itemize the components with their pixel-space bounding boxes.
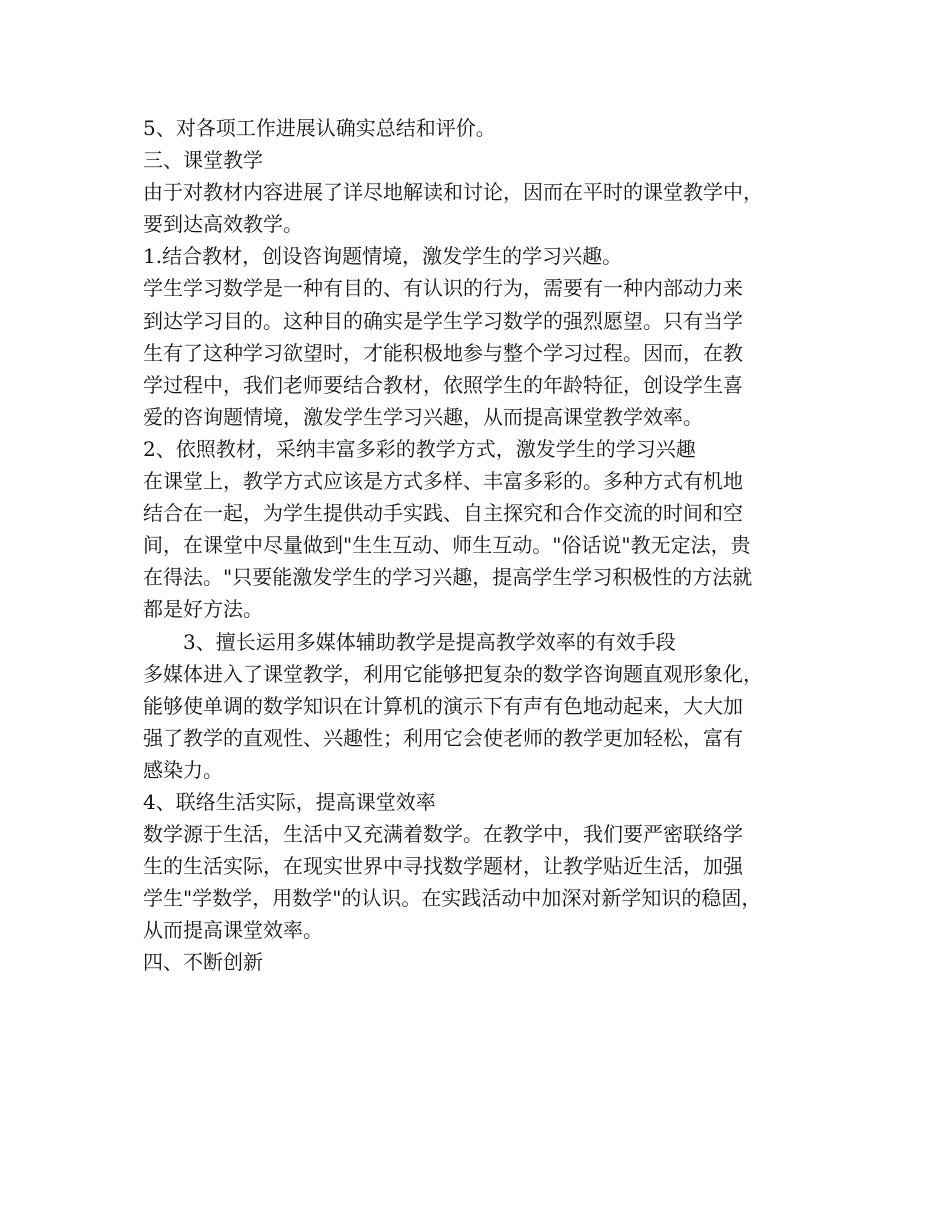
paragraph-line: 多媒体进入了课堂教学，利用它能够把复杂的数学咨询题直观形象化，	[143, 661, 763, 686]
subheading-teaching-methods: 2、依照教材，采纳丰富多彩的教学方式，激发学生的学习兴趣	[143, 436, 696, 461]
paragraph-line: 感染力。	[143, 757, 223, 782]
paragraph-line: 爱的咨询题情境，激发学生学习兴趣，从而提高课堂教学效率。	[143, 404, 703, 429]
paragraph-line: 在得法。"只要能激发学生的学习兴趣，提高学生学习积极性的方法就	[143, 565, 753, 590]
paragraph-line: 数学源于生活，生活中又充满着数学。在教学中，我们要严密联络学	[143, 822, 743, 847]
paragraph-line: 从而提高课堂效率。	[143, 918, 323, 943]
document-page	[143, 112, 843, 979]
section-heading-innovation: 四、不断创新	[143, 950, 263, 975]
subheading-multimedia: 3、擅长运用多媒体辅助教学是提高教学效率的有效手段	[183, 629, 676, 654]
paragraph-line: 学生学习数学是一种有目的、有认识的行为，需要有一种内部动力来	[143, 276, 743, 301]
section-heading-classroom-teaching: 三、课堂教学	[143, 148, 263, 173]
paragraph-line: 都是好方法。	[143, 597, 263, 622]
subheading-combine-materials: 1.结合教材，创设咨询题情境，激发学生的学习兴趣。	[143, 244, 623, 269]
paragraph-line: 由于对教材内容进展了详尽地解读和讨论，因而在平时的课堂教学中，	[143, 180, 763, 205]
paragraph-line: 生的生活实际，在现实世界中寻找数学题材，让教学贴近生活，加强	[143, 854, 743, 879]
paragraph-line: 结合在一起，为学生提供动手实践、自主探究和合作交流的时间和空	[143, 501, 743, 526]
paragraph-line: 到达学习目的。这种目的确实是学生学习数学的强烈愿望。只有当学	[143, 308, 743, 333]
paragraph-line: 在课堂上，教学方式应该是方式多样、丰富多彩的。多种方式有机地	[143, 469, 743, 494]
paragraph-line: 间，在课堂中尽量做到"生生互动、师生互动。"俗话说"教无定法，贵	[143, 533, 751, 558]
paragraph-line: 学生"学数学，用数学"的认识。在实践活动中加深对新学知识的稳固，	[143, 886, 762, 911]
paragraph-line: 学过程中，我们老师要结合教材，依照学生的年龄特征，创设学生喜	[143, 372, 743, 397]
subheading-real-life: 4、联络生活实际，提高课堂效率	[143, 789, 436, 814]
paragraph-line: 生有了这种学习欲望时，才能积极地参与整个学习过程。因而，在教	[143, 340, 743, 365]
paragraph-line: 要到达高效教学。	[143, 212, 303, 237]
list-item-summary-evaluation: 5、对各项工作进展认确实总结和评价。	[143, 116, 496, 140]
paragraph-line: 能够使单调的数学知识在计算机的演示下有声有色地动起来，大大加	[143, 693, 743, 718]
paragraph-line: 强了教学的直观性、兴趣性；利用它会使老师的教学更加轻松，富有	[143, 725, 743, 750]
